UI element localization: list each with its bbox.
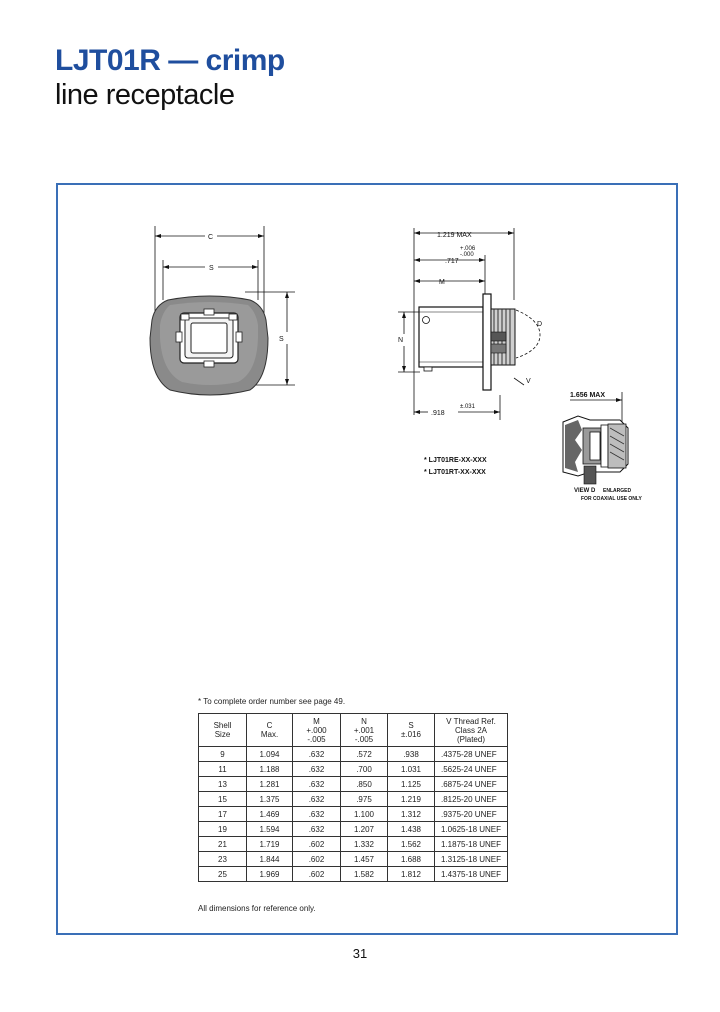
header-n: N +.001 -.005 [341,714,388,747]
label-s-horizontal: S [209,265,214,272]
table-row: 21 1.719 .602 1.332 1.562 1.1875-18 UNEF [199,837,508,852]
dim-918: .918 [431,410,445,417]
page-title: LJT01R — crimp [55,44,285,77]
table-row: 19 1.594 .632 1.207 1.438 1.0625-18 UNEF [199,822,508,837]
table-row: 25 1.969 .602 1.582 1.812 1.4375-18 UNEF [199,867,508,882]
view-d-coaxial-note: FOR COAXIAL USE ONLY [581,496,642,502]
order-number-note: * To complete order number see page 49. [198,697,346,706]
label-s-vertical: S [279,336,284,343]
header-shell-size: Shell Size [199,714,247,747]
tol-717-plus: +.006 [460,246,476,252]
tol-918: ±.031 [460,404,475,410]
header-s: S ±.016 [388,714,435,747]
label-c: C [208,234,214,241]
label-d: D [537,321,543,328]
table-row: 11 1.188 .632 .700 1.031 .5625-24 UNEF [199,762,508,777]
part-number-e: * LJT01RE-XX-XXX [424,457,487,464]
dim-1219-max: 1.219 MAX [437,232,472,239]
header-c-max: C Max. [247,714,293,747]
view-d-caption: VIEW D [574,488,596,494]
dimensions-table [198,713,508,882]
reference-footnote: All dimensions for reference only. [198,904,316,913]
page-subtitle: line receptacle [55,79,235,111]
header-v-thread: V Thread Ref. Class 2A (Plated) [435,714,508,747]
table-row: 23 1.844 .602 1.457 1.688 1.3125-18 UNEF [199,852,508,867]
header-m: M +.000 -.005 [293,714,341,747]
dim-717: .717 [445,258,459,265]
table-row: 15 1.375 .632 .975 1.219 .8125-20 UNEF [199,792,508,807]
dim-1656-max: 1.656 MAX [570,392,606,399]
tol-717-minus: -.000 [460,252,474,258]
label-v: V [526,378,531,385]
table-row: 17 1.469 .632 1.100 1.312 .9375-20 UNEF [199,807,508,822]
table-header-row [199,714,508,747]
table-row: 13 1.281 .632 .850 1.125 .6875-24 UNEF [199,777,508,792]
table-row: 9 1.094 .632 .572 .938 .4375-28 UNEF [199,747,508,762]
label-n: N [398,337,404,344]
part-number-t: * LJT01RT-XX-XXX [424,469,486,476]
label-m: M [439,279,445,286]
page-number: 31 [352,946,368,961]
view-d-enlarged: ENLARGED [603,488,632,494]
